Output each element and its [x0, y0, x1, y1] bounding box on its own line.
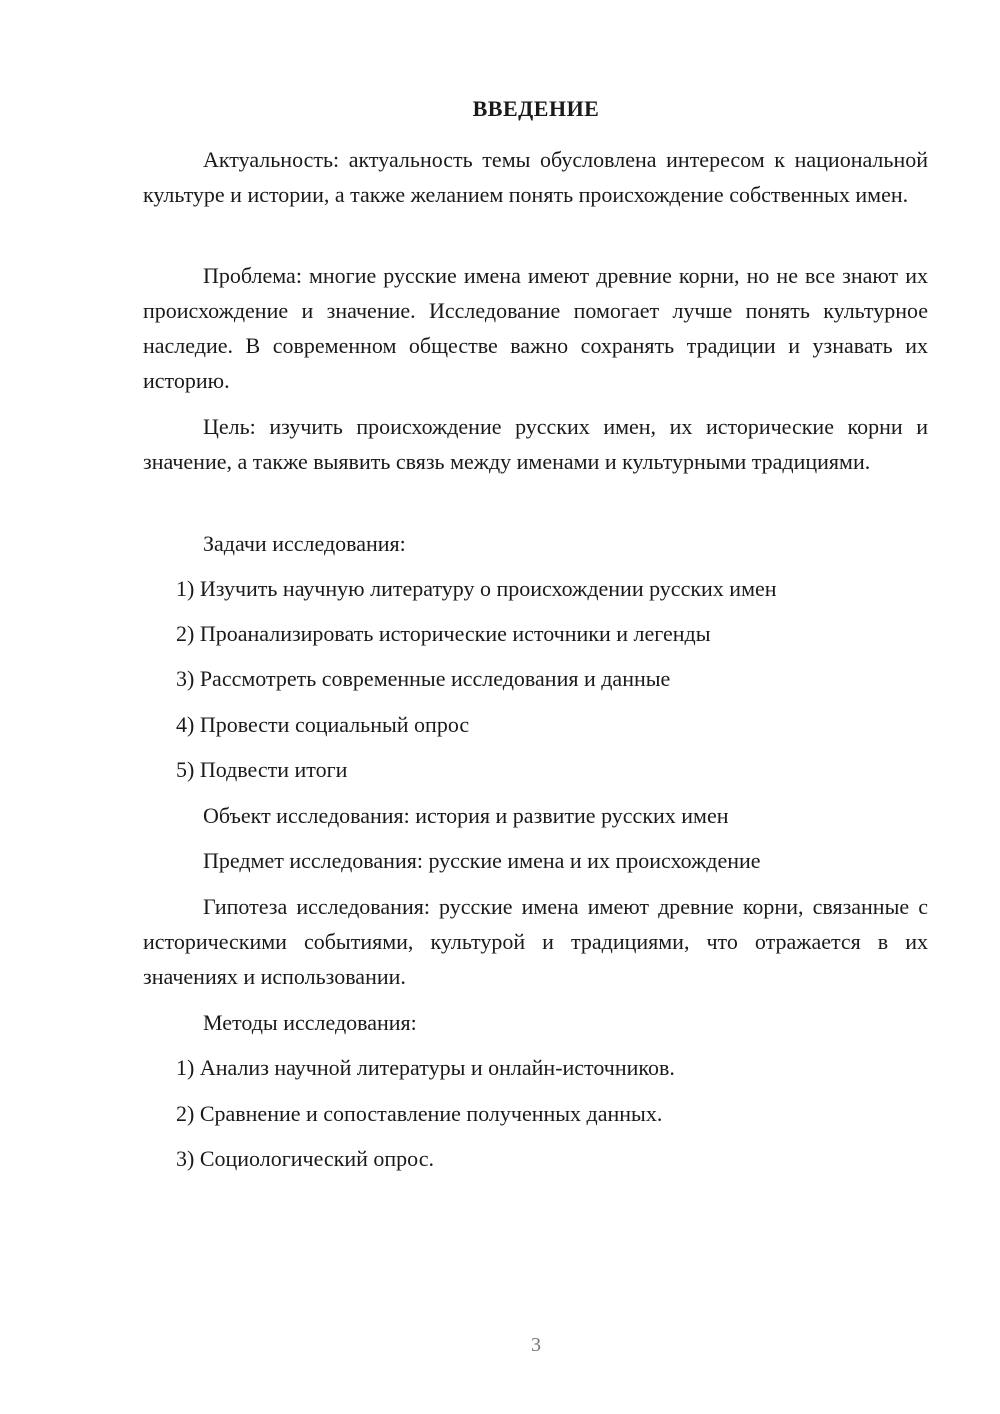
relevance-paragraph: Актуальность: актуальность темы обусловлена интересом к национальной культуре и истории, а также желанием понять происхождение собственных имен. [143, 147, 928, 207]
methods-heading: Методы исследования: [203, 1010, 417, 1035]
page-number: 3 [531, 1334, 541, 1356]
object-paragraph: Объект исследования: история и развитие русских имен [203, 803, 729, 828]
task-item: 5) Подвести итоги [176, 757, 348, 782]
task-item: 2) Проанализировать исторические источники и легенды [176, 621, 711, 646]
tasks-heading: Задачи исследования: [203, 531, 406, 556]
task-item: 4) Провести социальный опрос [176, 712, 470, 737]
problem-paragraph: Проблема: многие русские имена имеют древние корни, но не все знают их происхождение и значение. Исследование помогает лучше понять культурное наследие. В современном обществе важно сохранять традиции и узнавать их историю. [143, 263, 928, 393]
hypothesis-paragraph: Гипотеза исследования: русские имена имеют древние корни, связанные с историческими событиями, культурой и традициями, что отражается в их значениях и использовании. [143, 894, 928, 989]
method-item: 3) Социологический опрос. [176, 1146, 434, 1171]
task-item: 3) Рассмотреть современные исследования и данные [176, 666, 671, 691]
subject-paragraph: Предмет исследования: русские имена и их происхождение [203, 848, 761, 873]
page-title: ВВЕДЕНИЕ [472, 96, 600, 121]
goal-paragraph: Цель: изучить происхождение русских имен, их исторические корни и значение, а также выявить связь между именами и культурными традициями. [143, 414, 928, 474]
method-item: 2) Сравнение и сопоставление полученных данных. [176, 1101, 663, 1126]
method-item: 1) Анализ научной литературы и онлайн-источников. [176, 1055, 675, 1080]
task-item: 1) Изучить научную литературу о происхождении русских имен [176, 576, 777, 601]
